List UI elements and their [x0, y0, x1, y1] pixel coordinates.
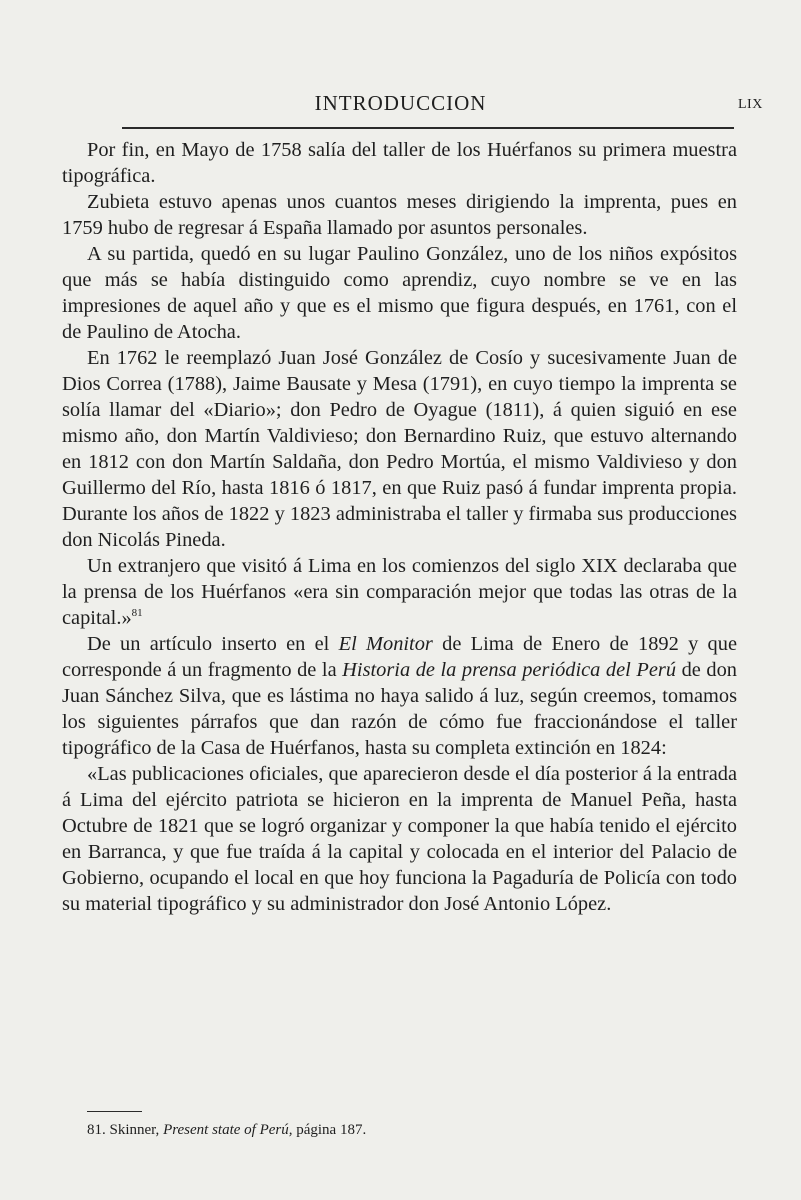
paragraph-text: de Lima de Enero de 1892 y que corresponde á un fragmento de la	[62, 633, 737, 681]
paragraph-text: Un extranjero que visitó á Lima en los comienzos del siglo XIX declaraba que la prensa de los Huérfanos «era sin comparación mejor que todas las otras de la capital.»	[62, 555, 737, 629]
paragraph-text: De un artículo inserto en el	[87, 633, 339, 655]
footnote-rule	[87, 1111, 142, 1112]
paragraph: Por fin, en Mayo de 1758 salía del taller de los Huérfanos su primera muestra tipográfica.	[62, 139, 737, 187]
book-title: Historia de la prensa periódica del Perú	[342, 659, 677, 681]
paragraph-text: de don Juan Sánchez Silva, que es lástima no haya salido á luz, según creemos, tomamos los siguientes párrafos que dan razón de cómo fue fraccionándose el taller tipográfico de la Casa de Huérfanos, hasta su completa extinción en 1824:	[62, 659, 737, 759]
page-number: LIX	[738, 97, 763, 112]
footnote-author: Skinner,	[109, 1122, 160, 1138]
running-title: INTRODUCCION	[314, 91, 487, 115]
periodical-title: El Monitor	[338, 633, 433, 655]
footnote	[87, 1121, 737, 1140]
footnote-title: Present state of Perú,	[163, 1122, 293, 1138]
footnote-reference: 81	[131, 607, 143, 620]
paragraph: Zubieta estuvo apenas unos cuantos meses dirigiendo la imprenta, pues en 1759 hubo de regresar á España llamado por asuntos personales.	[62, 191, 737, 239]
header-rule	[122, 127, 734, 129]
paragraph: A su partida, quedó en su lugar Paulino González, uno de los niños expósitos que más se había distinguido como aprendiz, cuyo nombre se ve en las impresiones de aquel año y que es el mismo que figura después, en 1761, con el de Paulino de Atocha.	[62, 243, 737, 343]
paragraph	[62, 631, 737, 761]
body-text	[62, 137, 737, 917]
paragraph: En 1762 le reemplazó Juan José González de Cosío y sucesivamente Juan de Dios Correa (1788), Jaime Bausate y Mesa (1791), en cuyo tiempo la imprenta se solía llamar del «Diario»; don Pedro de Oyague (1811), á quien siguió en ese mismo año, don Martín Valdivieso; don Bernardino Ruiz, que estuvo alternando en 1812 con don Martín Saldaña, don Pedro Mortúa, el mismo Valdivieso y don Guillermo del Río, hasta 1816 ó 1817, en que Ruiz pasó á fundar imprenta propia. Durante los años de 1822 y 1823 administraba el taller y firmaba sus producciones don Nicolás Pineda.	[62, 347, 737, 551]
footnote-page: página 187.	[296, 1122, 367, 1138]
paragraph: «Las publicaciones oficiales, que aparecieron desde el día posterior á la entrada á Lima del ejército patriota se hicieron en la imprenta de Manuel Peña, hasta Octubre de 1821 que se logró organizar y componer la que había tenido el ejército en Barranca, y que fue traída á la capital y colocada en el interior del Palacio de Gobierno, ocupando el local en que hoy funciona la Pagaduría de Policía con todo su material tipográfico y su administrador don José Antonio López.	[62, 763, 737, 915]
paragraph	[62, 553, 737, 631]
footnote-number: 81.	[87, 1122, 106, 1138]
